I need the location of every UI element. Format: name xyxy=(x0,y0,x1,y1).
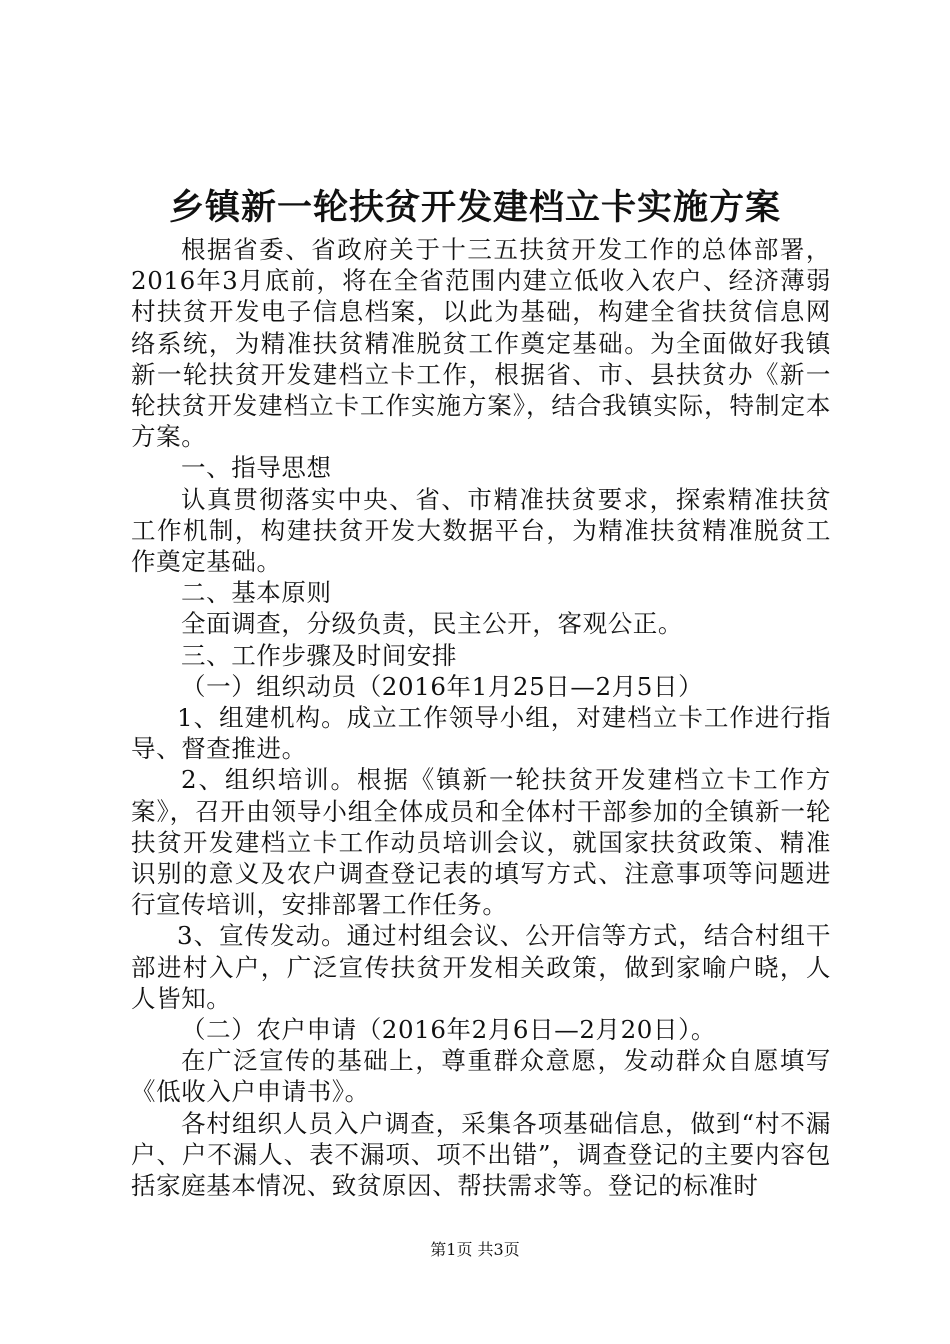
step-3-paragraph: 3、宣传发动。通过村组会议、公开信等方式，结合村组干部进村入户，广泛宣传扶贫开发相关政策，做到家喻户晓，人人皆知。 xyxy=(131,921,831,1013)
document-title: 乡镇新一轮扶贫开发建档立卡实施方案 xyxy=(168,187,781,228)
page-number: 第1页 共3页 xyxy=(430,1240,520,1259)
section-heading-work-steps: 三、工作步骤及时间安排 xyxy=(181,640,458,670)
survey-paragraph: 各村组织人员入户调查，采集各项基础信息，做到“村不漏户、户不漏人、表不漏项、项不出错”，调查登记的主要内容包括家庭基本情况、致贫原因、帮扶需求等。登记的标准时 xyxy=(131,1108,831,1201)
subsection-heading-application: （二）农户申请（2016年2月6日—2月20日）。 xyxy=(181,1015,717,1045)
step-2-paragraph: 2、组织培训。根据《镇新一轮扶贫开发建档立卡工作方案》，召开由领导小组全体成员和全体村干部参加的全镇新一轮扶贫开发建档立卡工作动员培训会议，就国家扶贫政策、精准识别的意义及农户调查登记表的填写方式、注意事项等问题进行宣传培训，安排部署工作任务。 xyxy=(131,765,831,920)
step-1-paragraph: 1、组建机构。成立工作领导小组，对建档立卡工作进行指导、督查推进。 xyxy=(131,703,831,764)
guiding-ideology-paragraph: 认真贯彻落实中央、省、市精准扶贫要求，探索精准扶贫工作机制，构建扶贫开发大数据平台，为精准扶贫精准脱贫工作奠定基础。 xyxy=(131,484,831,577)
subsection-heading-mobilization: （一）组织动员（2016年1月25日—2月5日） xyxy=(181,671,704,701)
document-body xyxy=(131,234,831,1201)
section-heading-guiding-ideology: 一、指导思想 xyxy=(181,453,332,483)
basic-principles-paragraph: 全面调查，分级负责，民主公开，客观公正。 xyxy=(181,609,683,639)
application-paragraph: 在广泛宣传的基础上，尊重群众意愿，发动群众自愿填写《低收入户申请书》。 xyxy=(131,1046,831,1107)
section-heading-basic-principles: 二、基本原则 xyxy=(181,578,332,608)
intro-paragraph: 根据省委、省政府关于十三五扶贫开发工作的总体部署，2016年3月底前，将在全省范围内建立低收入农户、经济薄弱村扶贫开发电子信息档案，以此为基础，构建全省扶贫信息网络系统，为精准扶贫精准脱贫工作奠定基础。为全面做好我镇新一轮扶贫开发建档立卡工作，根据省、市、县扶贫办《新一轮扶贫开发建档立卡工作实施方案》，结合我镇实际，特制定本方案。 xyxy=(131,235,831,452)
